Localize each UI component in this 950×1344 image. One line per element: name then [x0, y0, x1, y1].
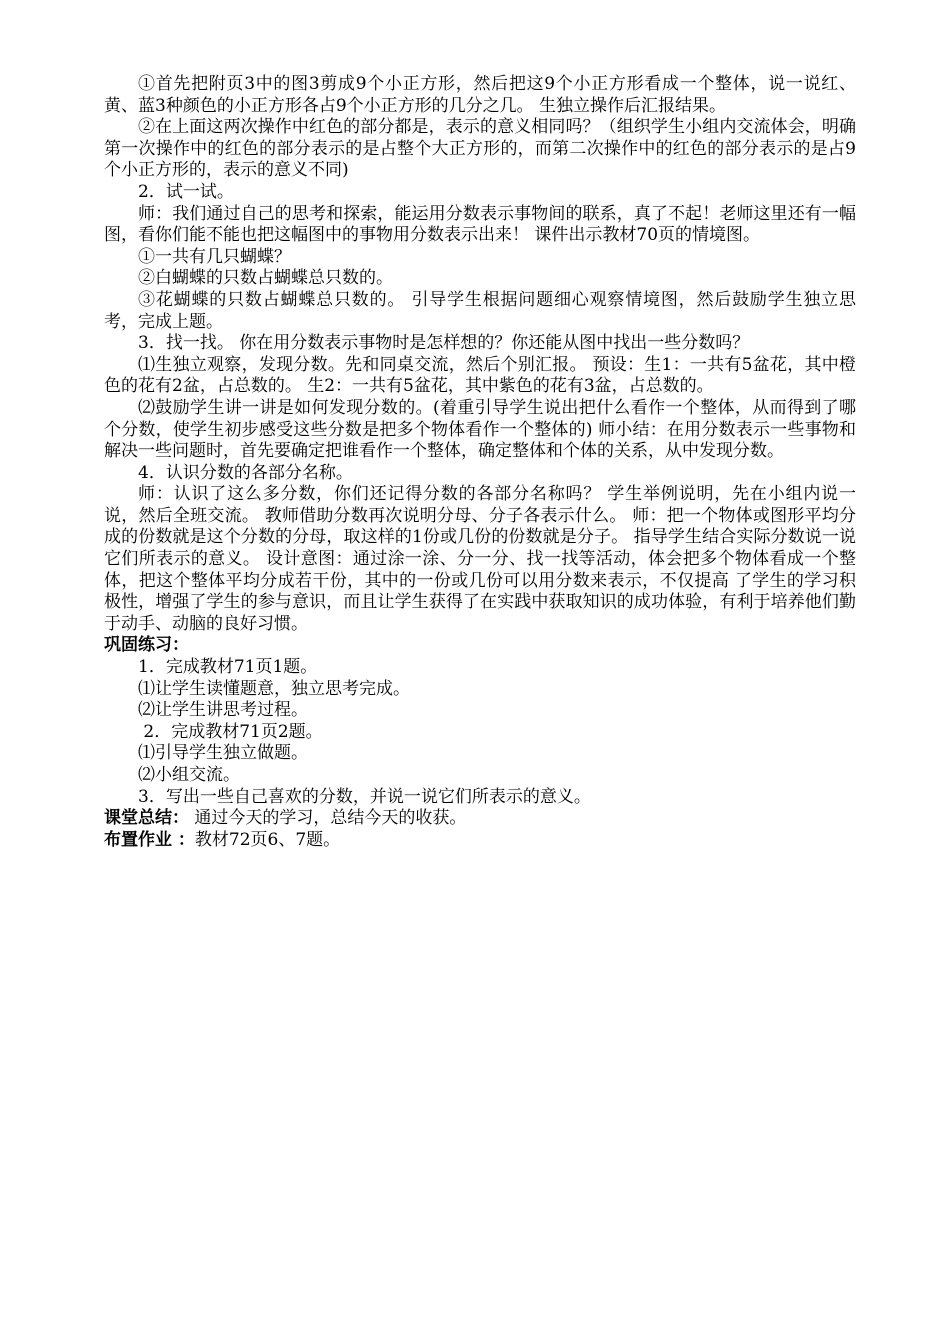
practice-item: 2．完成教材71页2题。 — [138, 721, 323, 742]
practice-heading-line — [104, 635, 856, 657]
question-2: ②白蝴蝶的只数占蝴蝶总只数的。 — [138, 268, 393, 289]
paragraph-teacher-intro: 师：我们通过自己的思考和探索，能运用分数表示事物间的联系，真了不起！老师这里还有一幅图，看你们能不能也把这幅图中的事物用分数表示出来！ 课件出示教材70页的情境图。 — [104, 203, 856, 246]
paragraph-names: 师：认识了这么多分数，你们还记得分数的各部分名称吗？ 学生举例说明，先在小组内说一说，然后全班交流。 教师借助分数再次说明分母、分子各表示什么。 师：把一个物体或图形平均分成的份数就是这个分数的分母，取这样的1份或几份的份数就是分子。 指导学生结合实际分数说一说它们所表示的意义。 设计意图：通过涂一涂、分一分、找一找等活动，体会把多个物体看成一个整体，把这个整体平均分成若干份，其中的一份或几份可以用分数来表示，不仅提高 了学生的学习积极性，增强了学生的参与意识，而且让学生获得了在实践中获取知识的成功体验，有利于培养他们勤于动手、动脑的良好习惯。 — [104, 484, 856, 634]
practice-item: ⑵小组交流。 — [138, 765, 240, 785]
question-3: ③花蝴蝶的只数占蝴蝶总只数的。 引导学生根据问题细心观察情境图，然后鼓励学生独立思考，完成上题。 — [104, 289, 856, 332]
paragraph-observe: ⑴生独立观察，发现分数。先和同桌交流，然后个别汇报。 预设：生1：一共有5盆花，其中橙色的花有2盆，占总数的。 生2：一共有5盆花，其中紫色的花有3盆，占总数的。 — [104, 354, 856, 397]
summary-text: 通过今天的学习，总结今天的收获。 — [189, 808, 467, 829]
section-try-heading: 2．试一试。 — [138, 181, 234, 202]
paragraph-encourage: ⑵鼓励学生讲一讲是如何发现分数的。(着重引导学生说出把什么看作一个整体，从而得到了哪个分数，使学生初步感受这些分数是把多个物体看作一个整体的) 师小结：在用分数表示一些事物和解决一些问题时，首先要确定把谁看作一个整体，确定整体和个体的关系，从中发现分数。 — [104, 397, 856, 462]
practice-item: 3．写出一些自己喜欢的分数，并说一说它们所表示的意义。 — [138, 786, 591, 807]
practice-item: ⑴引导学生独立做题。 — [138, 743, 308, 764]
summary-heading: 课堂总结： — [104, 808, 189, 829]
practice-item: 1．完成教材71页1题。 — [138, 657, 318, 678]
paragraph-step-2: ②在上面这两次操作中红色的部分都是，表示的意义相同吗？（组织学生小组内交流体会，明确第一次操作中的红色的部分表示的是占整个大正方形的，而第二次操作中的红色的部分表示的是占9个小正方形的，表示的意义不同) — [104, 117, 856, 181]
section-find-heading: 3．找一找。 你在用分数表示事物时是怎样想的？你还能从图中找出一些分数吗？ — [138, 333, 750, 354]
practice-item: ⑴让学生读懂题意，独立思考完成。 — [138, 678, 410, 699]
practice-item: ⑵让学生讲思考过程。 — [138, 700, 308, 721]
section-names-heading: 4．认识分数的各部分名称。 — [138, 462, 353, 483]
document-page — [104, 74, 856, 851]
paragraph-step-1: ①首先把附页3中的图3剪成9个小正方形，然后把这9个小正方形看成一个整体，说一说红、黄、蓝3种颜色的小正方形各占9个小正方形的几分之几。 生独立操作后汇报结果。 — [104, 74, 856, 116]
homework-heading: 布置作业 ： — [104, 829, 195, 850]
homework-line — [104, 830, 856, 852]
summary-line — [104, 808, 856, 830]
practice-heading: 巩固练习： — [104, 635, 189, 656]
homework-text: 教材72页6、7题。 — [194, 829, 341, 850]
question-1: ①一共有几只蝴蝶？ — [138, 246, 291, 267]
